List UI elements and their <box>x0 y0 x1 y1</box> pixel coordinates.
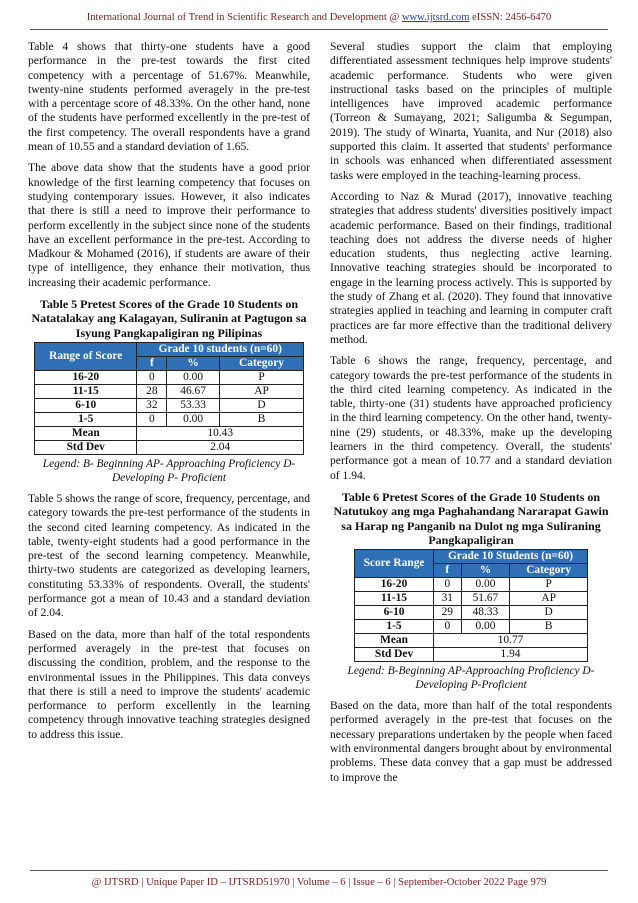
table5-range-cell: 11-15 <box>35 384 137 398</box>
table6 <box>354 549 588 662</box>
table-row <box>355 592 588 606</box>
table5-pct-cell: 0.00 <box>167 412 220 426</box>
footer-rule <box>30 870 608 871</box>
table6-cat-cell: B <box>510 620 588 634</box>
table6-range-cell: 1-5 <box>355 620 434 634</box>
table6-cat-cell: D <box>510 606 588 620</box>
table6-pct-cell: 51.67 <box>461 592 510 606</box>
table5-f-cell: 28 <box>137 384 167 398</box>
table6-f-header: f <box>434 564 461 578</box>
table6-pct-cell: 0.00 <box>461 620 510 634</box>
table5-range-cell: 1-5 <box>35 412 137 426</box>
table-row <box>355 578 588 592</box>
table6-cat-cell: AP <box>510 592 588 606</box>
right-column <box>330 40 612 792</box>
table5-pct-cell: 53.33 <box>167 398 220 412</box>
table6-sd-value: 1.94 <box>434 648 588 662</box>
table5-mean-label: Mean <box>35 426 137 440</box>
table6-f-cell: 31 <box>434 592 461 606</box>
right-paragraph-3: Table 6 shows the range, frequency, percentage, and category towards the pre-test performance of the students in the third cited learning competency. As indicated in the table, thirty-one (31) students have approached proficiency in the third learning competency. On the other hand, twenty-nine (29) students, or 48.33%, make up the developing learners in the third competency. Overall, the students' performance got a mean of 10.77 and a standard deviation of 1.94. <box>330 354 612 482</box>
journal-issn: eISSN: 2456-6470 <box>469 12 552 23</box>
table6-sd-label: Std Dev <box>355 648 434 662</box>
table-row <box>355 606 588 620</box>
table5-pct-cell: 46.67 <box>167 384 220 398</box>
header-rule <box>30 29 608 30</box>
table6-group-header: Grade 10 Students (n=60) <box>434 550 588 564</box>
journal-link[interactable]: www.ijtsrd.com <box>401 12 470 23</box>
left-paragraph-4: Based on the data, more than half of the total respondents performed averagely in the pre-test that focuses on discussing the condition, problem, and the response to the environmental issues in the Philippines. This data conveys that there is still a need to improve the students' academic performance to perform excellently in the learning competency through innovative teaching strategies designed to address this issue. <box>28 627 310 741</box>
journal-header <box>0 12 638 23</box>
left-paragraph-3: Table 5 shows the range of score, frequency, percentage, and category towards the pre-test performance of the students in the second cited learning competency. As indicated in the table, twenty-eight students had a good performance in the pre-test of the second learning competency. Meanwhile, thirty-two students are categorized as developing learners, constituting 53.33% of respondents. Overall, the students' performance got a mean of 10.43 and a standard deviation of 2.04. <box>28 491 310 620</box>
table5-f-cell: 32 <box>137 398 167 412</box>
table6-pct-cell: 0.00 <box>461 578 510 592</box>
table6-range-header: Score Range <box>355 550 434 578</box>
table5-range-cell: 6-10 <box>35 398 137 412</box>
journal-title: International Journal of Trend in Scientific Research and Development @ <box>86 12 402 23</box>
table5 <box>34 342 304 455</box>
table5-cat-cell: P <box>220 370 304 384</box>
table6-caption: Table 6 Pretest Scores of the Grade 10 Students on Natutukoy ang mga Paghahandang Nararapat Gawin sa Harap ng Panganib na Dulot ng mga Suliraning Pangkapaligiran <box>333 489 609 547</box>
table5-group-header: Grade 10 students (n=60) <box>137 342 304 356</box>
table6-range-cell: 11-15 <box>355 592 434 606</box>
table5-range-cell: 16-20 <box>35 370 137 384</box>
table6-pct-header: % <box>461 564 510 578</box>
table5-cat-cell: B <box>220 412 304 426</box>
table5-cat-cell: AP <box>220 384 304 398</box>
table6-pct-cell: 48.33 <box>461 606 510 620</box>
table6-range-cell: 16-20 <box>355 578 434 592</box>
table6-legend: Legend: B-Beginning AP-Approaching Proficiency D-Developing P-Proficient <box>347 665 595 692</box>
table6-f-cell: 29 <box>434 606 461 620</box>
table6-cat-header: Category <box>510 564 588 578</box>
table6-cat-cell: P <box>510 578 588 592</box>
left-paragraph-1: Table 4 shows that thirty-one students have a good performance in the pre-test towards the first cited competency with a percentage of 51.67%. Meanwhile, twenty-nine students performed averagely in the pre-test with a percentage score of 48.33%. On the other hand, none of the students have performed excellently in the pre-test of the first competency. The overall respondents have a grand mean of 10.55 and a standard deviation of 1.65. <box>28 40 310 154</box>
table6-f-cell: 0 <box>434 578 461 592</box>
table-row <box>35 384 304 398</box>
table5-caption: Table 5 Pretest Scores of the Grade 10 Students on Natatalakay ang Kalagayan, Suliranin at Pagtugon sa Isyung Pangkapaligiran ng Pilipinas <box>31 297 307 340</box>
table5-legend: Legend: B- Beginning AP- Approaching Proficiency D- Developing P- Proficient <box>42 457 296 484</box>
table5-pct-cell: 0.00 <box>167 370 220 384</box>
table5-sd-value: 2.04 <box>137 440 304 454</box>
left-column <box>28 40 310 749</box>
table5-range-header: Range of Score <box>35 342 137 370</box>
right-paragraph-4: Based on the data, more than half of the total respondents performed averagely in the pre-test that focuses on the necessary preparations undertaken by the people when faced with environmental dangers brought about by environmental problems. These data convey that a gap must be addressed to improve the <box>330 699 612 784</box>
table5-mean-value: 10.43 <box>137 426 304 440</box>
table6-f-cell: 0 <box>434 620 461 634</box>
table5-f-cell: 0 <box>137 412 167 426</box>
table5-cat-cell: D <box>220 398 304 412</box>
table-row <box>35 412 304 426</box>
page-footer: @ IJTSRD | Unique Paper ID – IJTSRD51970 | Volume – 6 | Issue – 6 | September-October 2022 Page 979 <box>91 877 547 888</box>
table5-sd-label: Std Dev <box>35 440 137 454</box>
right-paragraph-2: According to Naz & Murad (2017), innovative teaching strategies that address students' diversities positively impact academic performance. Based on their findings, traditional teaching does not address the diverse needs of higher education students, thus neglecting active learning. Innovative teaching strategies should be incorporated to engage in the learning process actively. This is supported by the study of Zhang et al. (2020). They found that innovative strategies applied in teaching and learning in computer craft practices are far more effective than the traditional delivery method. <box>330 189 612 346</box>
table5-f-cell: 0 <box>137 370 167 384</box>
left-paragraph-2: The above data show that the students have a good prior knowledge of the first learning competency that focuses on studying contemporary issues. However, it also indicates that there is still a need to improve their performance to perform excellently in the subject since none of the students have an excellent performance in the pre-test. According to Madkour & Mohamed (2016), if students are aware of their type of intelligence, they enhance their motivation, thus increasing their academic performance. <box>28 161 310 289</box>
table-row <box>355 620 588 634</box>
table-row <box>35 370 304 384</box>
table6-range-cell: 6-10 <box>355 606 434 620</box>
table5-cat-header: Category <box>220 356 304 370</box>
right-paragraph-1: Several studies support the claim that employing differentiated assessment techniques help improve students' academic performance. Students who were given instructional tasks based on the principles of multiple intelligences have improved academic performance (Torreon & Sumayang, 2021; Saligumba & Segumpan, 2019). The study of Winarta, Yuanita, and Nur (2018) also supported this claim. It asserted that students' performance in schools was enhanced when differentiated assessment tasks were employed in the teaching-learning process. <box>330 40 612 182</box>
table5-f-header: f <box>137 356 167 370</box>
table6-mean-label: Mean <box>355 634 434 648</box>
table-row <box>35 398 304 412</box>
table5-pct-header: % <box>167 356 220 370</box>
table6-mean-value: 10.77 <box>434 634 588 648</box>
